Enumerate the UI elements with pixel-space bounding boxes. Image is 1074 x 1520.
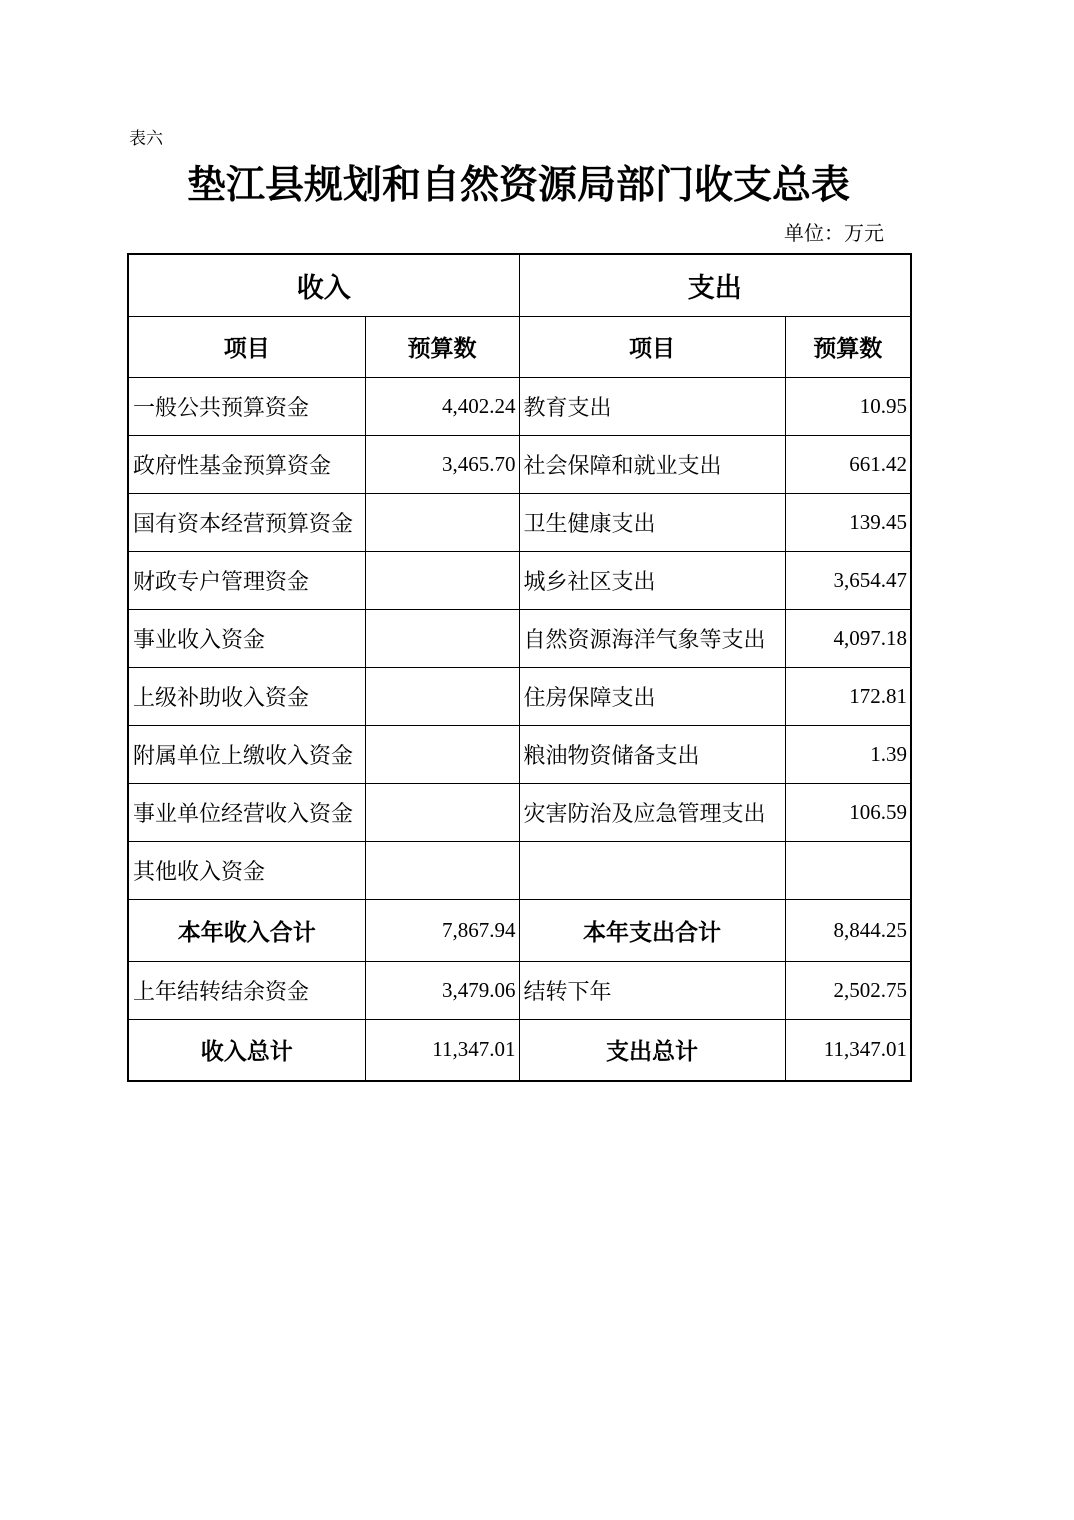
income-value-cell: [365, 493, 519, 551]
group-header-row: [128, 254, 911, 316]
income-total-value: 7,867.94: [365, 899, 519, 961]
table-row: [128, 841, 911, 899]
expense-value-cell: 1.39: [785, 725, 911, 783]
expense-item-cell: 教育支出: [519, 377, 785, 435]
expense-grand-total-value: 11,347.01: [785, 1019, 911, 1081]
expense-item-cell: 自然资源海洋气象等支出: [519, 609, 785, 667]
income-item-cell: 附属单位上缴收入资金: [128, 725, 365, 783]
income-group-header: 收入: [128, 254, 519, 316]
income-item-cell: 上级补助收入资金: [128, 667, 365, 725]
income-value-cell: [365, 667, 519, 725]
table-row: [128, 667, 911, 725]
column-header-row: [128, 316, 911, 377]
expense-value-cell: 3,654.47: [785, 551, 911, 609]
expense-value-cell: [785, 841, 911, 899]
income-value-cell: [365, 783, 519, 841]
income-budget-header: 预算数: [365, 316, 519, 377]
income-item-cell: 财政专户管理资金: [128, 551, 365, 609]
table-row: [128, 435, 911, 493]
expenditure-budget-header: 预算数: [785, 316, 911, 377]
income-value-cell: [365, 551, 519, 609]
income-value-cell: [365, 609, 519, 667]
income-value-cell: [365, 841, 519, 899]
income-grand-total-label: 收入总计: [128, 1019, 365, 1081]
unit-note: 单位：万元: [784, 223, 884, 245]
table-number-label: 表六: [129, 129, 163, 148]
income-item-cell: 上年结转结余资金: [128, 961, 365, 1019]
table-row: [128, 377, 911, 435]
income-item-cell: 事业单位经营收入资金: [128, 783, 365, 841]
expense-item-cell: 住房保障支出: [519, 667, 785, 725]
income-value-cell: 4,402.24: [365, 377, 519, 435]
expense-value-cell: 4,097.18: [785, 609, 911, 667]
expenditure-item-header: 项目: [519, 316, 785, 377]
expense-value-cell: 106.59: [785, 783, 911, 841]
income-item-cell: 事业收入资金: [128, 609, 365, 667]
income-value-cell: 3,479.06: [365, 961, 519, 1019]
table-row: [128, 609, 911, 667]
expense-grand-total-label: 支出总计: [519, 1019, 785, 1081]
income-expenditure-table: [127, 253, 912, 1082]
income-item-cell: 国有资本经营预算资金: [128, 493, 365, 551]
expense-item-cell: 卫生健康支出: [519, 493, 785, 551]
expense-value-cell: 2,502.75: [785, 961, 911, 1019]
table-row: [128, 783, 911, 841]
page-title: 垫江县规划和自然资源局部门收支总表: [186, 164, 850, 207]
expense-value-cell: 139.45: [785, 493, 911, 551]
table-row: [128, 725, 911, 783]
expense-item-cell: 粮油物资储备支出: [519, 725, 785, 783]
grand-total-row: [128, 1019, 911, 1081]
income-grand-total-value: 11,347.01: [365, 1019, 519, 1081]
expense-value-cell: 172.81: [785, 667, 911, 725]
expense-total-label: 本年支出合计: [519, 899, 785, 961]
expense-value-cell: 661.42: [785, 435, 911, 493]
income-value-cell: [365, 725, 519, 783]
expense-total-value: 8,844.25: [785, 899, 911, 961]
income-value-cell: 3,465.70: [365, 435, 519, 493]
income-item-cell: 政府性基金预算资金: [128, 435, 365, 493]
income-total-label: 本年收入合计: [128, 899, 365, 961]
expense-item-cell: 社会保障和就业支出: [519, 435, 785, 493]
expenditure-group-header: 支出: [519, 254, 911, 316]
expense-value-cell: 10.95: [785, 377, 911, 435]
expense-item-cell: 城乡社区支出: [519, 551, 785, 609]
table-row: [128, 551, 911, 609]
income-item-cell: 一般公共预算资金: [128, 377, 365, 435]
annual-total-row: [128, 899, 911, 961]
expense-item-cell: 结转下年: [519, 961, 785, 1019]
income-item-header: 项目: [128, 316, 365, 377]
table-row: [128, 493, 911, 551]
expense-item-cell: 灾害防治及应急管理支出: [519, 783, 785, 841]
income-item-cell: 其他收入资金: [128, 841, 365, 899]
carryover-row: [128, 961, 911, 1019]
expense-item-cell: [519, 841, 785, 899]
